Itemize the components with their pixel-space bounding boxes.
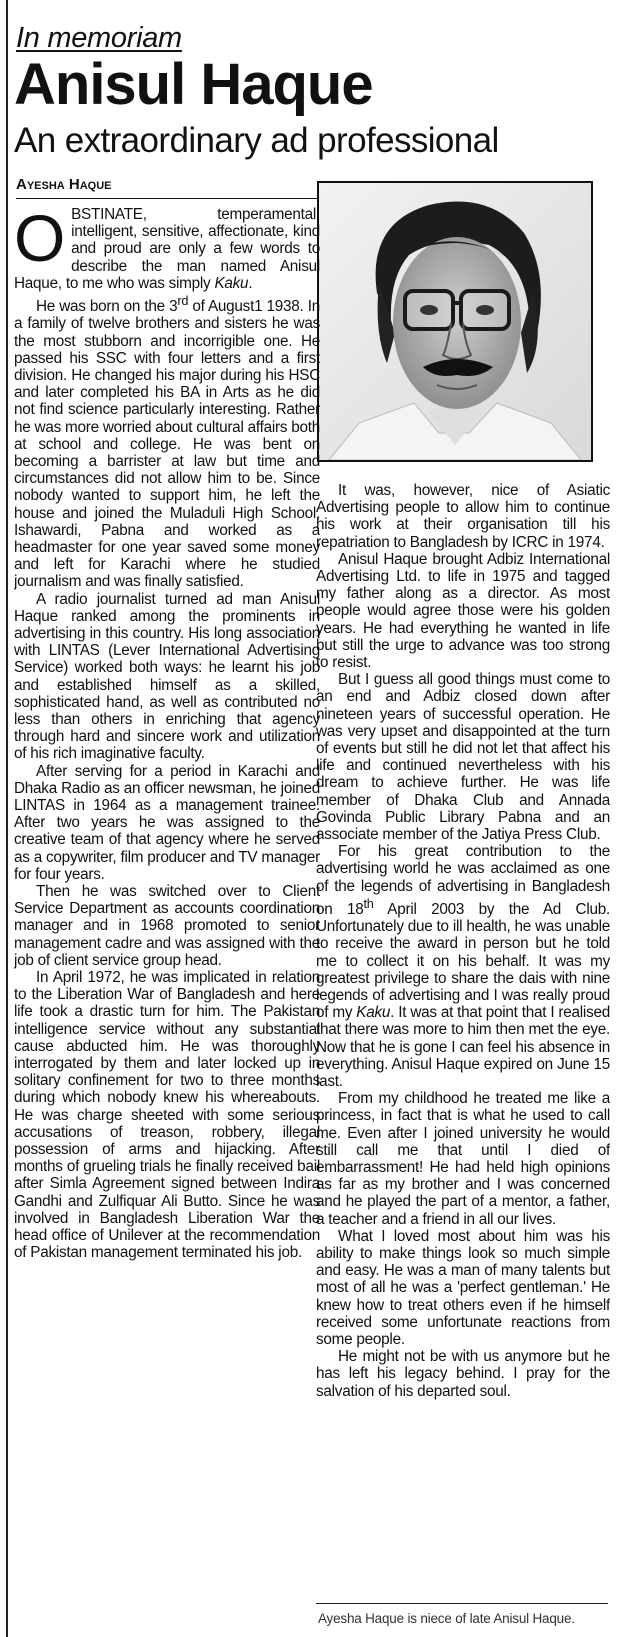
portrait-photo (317, 181, 593, 462)
paragraph-1: OBSTINATE, temperamental, intelligent, sensitive, affectionate, kind and proud are only a few words to describe the man named Anisul Haque, to me who was simply Kaku. (14, 206, 320, 292)
paragraph-9: But I guess all good things must come to an end and Adbiz closed down after nineteen years of successful operation. He was very upset and disappointed at the turn of events but still he did not let that affect his life and continued nevertheless with his dream to achieve further. He was life member of Dhaka Club and Annada Govinda Public Library Pabna and an associate member of the Jatiya Press Club. (316, 671, 610, 844)
paragraph-13: He might not be with us anymore but he has left his legacy behind. I pray for the salvation of his departed soul. (316, 1348, 610, 1400)
section-kicker: In memoriam (16, 22, 182, 54)
drop-cap: O (14, 206, 66, 275)
article-column-right (316, 482, 610, 1602)
article-column-left (14, 206, 320, 1626)
subheadline: An extraordinary ad professional (14, 121, 499, 160)
caption-divider (316, 1603, 608, 1604)
paragraph-8: Anisul Haque brought Adbiz International Advertising Ltd. to life in 1975 and tagged my father along as a director. As most people would agree those were his golden years. He had everything he wanted in life but still the urge to advance was too strong to resist. (316, 550, 610, 672)
paragraph-12: What I loved most about him was his ability to make things look so much simple and easy. He was a man of many talents but most of all he was a 'perfect gentleman.' He knew how to treat others even if he himself received some unfortunate reactions from some people. (316, 1227, 610, 1349)
paragraph-10: For his great contribution to the advertising world he was acclaimed as one of the legends of advertising in Bangladesh on 18th April 2003 by the Ad Club. Unfortunately due to ill health, he was unable to receive the award in person but he told me to collect it on his behalf. It was my greatest privilege to share the dais with nine legends of advertising and I was really proud of my Kaku. It was at that point that I realised that there was more to him then met the eye. Now that he is gone I can feel his absence in everything. Anisul Haque expired on June 15 last. (316, 843, 610, 1090)
paragraph-2: He was born on the 3rd of August1 1938. In a family of twelve brothers and sisters he was the most stubborn and incorrigible one. He passed his SSC with four letters and a first division. He changed his major during his HSC and later completed his BA in Arts as he did not find science particularly interesting. Rather he was more worried about cultural affairs both at school and college. He was bent on becoming a barrister at law but time and circumstances did not allow him to be. Since nobody wanted to support him, he left the house and joined the Muladuli High School, Ishawardi, Pabna and worked as a headmaster for one year saved some money and left for Karachi where he studied journalism and was finally satisfied. (14, 293, 320, 591)
paragraph-5: Then he was switched over to Client Service Department as accounts coordination manager and in 1968 promoted to senior management cadre and was assigned with the job of client service group head. (14, 883, 320, 969)
headline: Anisul Haque (14, 52, 373, 117)
paragraph-11: From my childhood he treated me like a princess, in fact that is what he used to call me. Even after I joined university he would still call me that until I died of embarrassment! He had held high opinions as far as my brother and I was concerned and he played the part of a mentor, a father, a teacher and a friend in all our lives. (316, 1090, 610, 1228)
byline: Ayesha Haque (16, 176, 112, 193)
left-column-rule (6, 0, 8, 1637)
paragraph-6: In April 1972, he was implicated in relation to the Liberation War of Bangladesh and here life took a drastic turn for him. The Pakistan intelligence service without any substantial cause abducted him. He was thoroughly interrogated by them and later locked up in solitary confinement for two to three months during which nobody knew his whereabouts. He was charge sheeted with some serious accusations of treason, robbery, illegal possession of arms and hijacking. After months of grueling trials he finally received bail after Simla Agreement signed between Indira Gandhi and Zulfiquar Ali Butto. Since he was involved in Bangladesh Liberation War the head office of Unilever at the recommendation of Pakistan management terminated his job. (14, 969, 320, 1262)
paragraph-4: After serving for a period in Karachi and Dhaka Radio as an officer newsman, he joined LINTAS in 1964 as a management trainee. After two years he was assigned to the creative team of that agency where he served as a copywriter, film producer and TV manager for four years. (14, 762, 320, 883)
paragraph-7: It was, however, nice of Asiatic Advertising people to allow him to continue his work at their organisation till his repatriation to Bangladesh by ICRC in 1974. (316, 482, 610, 551)
author-note: Ayesha Haque is niece of late Anisul Haque. (318, 1611, 575, 1626)
paragraph-3: A radio journalist turned ad man Anisul Haque ranked among the prominents in advertising in this country. His long association with LINTAS (Lever International Advertising Service) worked both ways: he learnt his job and established himself as a skilled, sophisticated hand, as well as contributed no less than others in enriching that agency through hard and sincere work and utilization of his rich imaginative faculty. (14, 590, 320, 763)
byline-divider (16, 198, 320, 199)
